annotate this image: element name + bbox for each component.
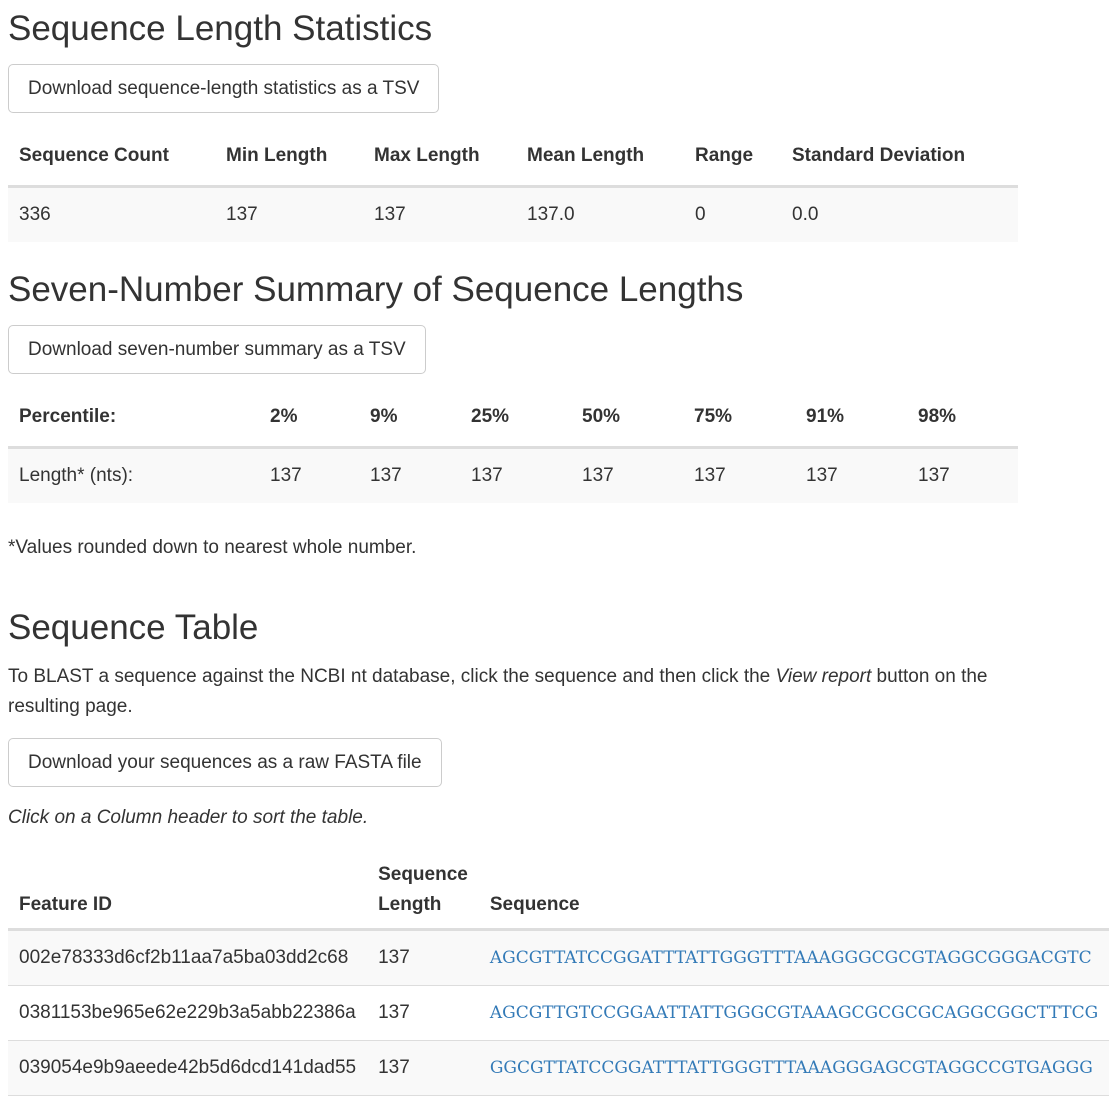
percentile-91: 91% bbox=[795, 388, 907, 448]
sequence-cell bbox=[479, 1041, 1109, 1096]
header-standard-deviation[interactable]: Standard Deviation bbox=[781, 127, 1018, 187]
header-sequence-count[interactable]: Sequence Count bbox=[8, 127, 215, 187]
value-max-length: 137 bbox=[363, 187, 516, 243]
value-standard-deviation: 0.0 bbox=[781, 187, 1018, 243]
length-stats-row bbox=[8, 187, 1018, 243]
sequence-length-cell: 137 bbox=[367, 1041, 479, 1096]
length-value-2: 137 bbox=[259, 448, 359, 504]
percentile-75: 75% bbox=[683, 388, 795, 448]
download-fasta-button[interactable]: Download your sequences as a raw FASTA file bbox=[8, 738, 442, 787]
length-stats-header-row bbox=[8, 127, 1018, 187]
header-sequence-length[interactable] bbox=[367, 852, 479, 930]
length-value-25: 137 bbox=[460, 448, 571, 504]
length-value-9: 137 bbox=[359, 448, 460, 504]
sequence-link[interactable]: AGCGTTATCCGGATTTATTGGGTTTAAAGGGCGCGTAGGCGGGACGTC bbox=[489, 948, 1092, 968]
blast-instructions-text-1: To BLAST a sequence against the NCBI nt database, click the sequence and then click the bbox=[8, 666, 776, 687]
percentile-2: 2% bbox=[259, 388, 359, 448]
header-min-length[interactable]: Min Length bbox=[215, 127, 363, 187]
rounding-footnote: *Values rounded down to nearest whole number. bbox=[8, 537, 417, 558]
seven-number-row bbox=[8, 448, 1018, 504]
table-row bbox=[8, 1041, 1109, 1096]
header-sequence-length-line2: Length bbox=[378, 894, 442, 915]
header-sequence-length-line1: Sequence bbox=[378, 864, 468, 885]
seven-number-header-row bbox=[8, 388, 1018, 448]
sequence-link[interactable]: AGCGTTGTCCGGAATTATTGGGCGTAAAGCGCGCGCAGGCGGCTTTCG bbox=[489, 1003, 1099, 1023]
feature-id-cell: 002e78333d6cf2b11aa7a5ba03dd2c68 bbox=[8, 930, 367, 986]
download-seven-number-button[interactable]: Download seven-number summary as a TSV bbox=[8, 325, 426, 374]
length-row-label: Length* (nts): bbox=[8, 448, 259, 504]
length-stats-table bbox=[8, 127, 1018, 242]
percentile-25: 25% bbox=[460, 388, 571, 448]
length-value-75: 137 bbox=[683, 448, 795, 504]
percentile-98: 98% bbox=[907, 388, 1018, 448]
value-min-length: 137 bbox=[215, 187, 363, 243]
header-mean-length[interactable]: Mean Length bbox=[516, 127, 684, 187]
header-feature-id[interactable]: Feature ID bbox=[8, 852, 367, 930]
seven-number-table bbox=[8, 388, 1018, 503]
sequence-table-header-row bbox=[8, 852, 1109, 930]
blast-instructions-text-2: button on the resulting page. bbox=[8, 666, 988, 717]
seven-number-title: Seven-Number Summary of Sequence Lengths bbox=[8, 270, 744, 309]
table-row bbox=[8, 930, 1109, 986]
download-length-stats-button[interactable]: Download sequence-length statistics as a TSV bbox=[8, 64, 439, 113]
sequence-cell bbox=[479, 986, 1109, 1041]
header-sequence[interactable]: Sequence bbox=[479, 852, 1109, 930]
length-value-91: 137 bbox=[795, 448, 907, 504]
percentile-50: 50% bbox=[571, 388, 683, 448]
sequence-length-cell: 137 bbox=[367, 986, 479, 1041]
value-sequence-count: 336 bbox=[8, 187, 215, 243]
sequence-table-title: Sequence Table bbox=[8, 608, 259, 647]
sequence-cell bbox=[479, 930, 1109, 986]
length-value-50: 137 bbox=[571, 448, 683, 504]
sort-hint: Click on a Column header to sort the table. bbox=[8, 807, 369, 828]
view-report-emphasis: View report bbox=[775, 666, 872, 687]
length-stats-title: Sequence Length Statistics bbox=[8, 9, 433, 48]
sequence-link[interactable]: GGCGTTATCCGGATTTATTGGGTTTAAAGGGAGCGTAGGCCGTGAGGG bbox=[489, 1058, 1093, 1078]
sequence-table bbox=[8, 852, 1109, 1096]
sequence-length-cell: 137 bbox=[367, 930, 479, 986]
length-value-98: 137 bbox=[907, 448, 1018, 504]
blast-instructions bbox=[8, 662, 1018, 722]
value-mean-length: 137.0 bbox=[516, 187, 684, 243]
feature-id-cell: 0381153be965e62e229b3a5abb22386a bbox=[8, 986, 367, 1041]
header-range[interactable]: Range bbox=[684, 127, 781, 187]
feature-id-cell: 039054e9b9aeede42b5d6dcd141dad55 bbox=[8, 1041, 367, 1096]
percentile-header-label: Percentile: bbox=[8, 388, 259, 448]
header-max-length[interactable]: Max Length bbox=[363, 127, 516, 187]
value-range: 0 bbox=[684, 187, 781, 243]
table-row bbox=[8, 986, 1109, 1041]
percentile-9: 9% bbox=[359, 388, 460, 448]
